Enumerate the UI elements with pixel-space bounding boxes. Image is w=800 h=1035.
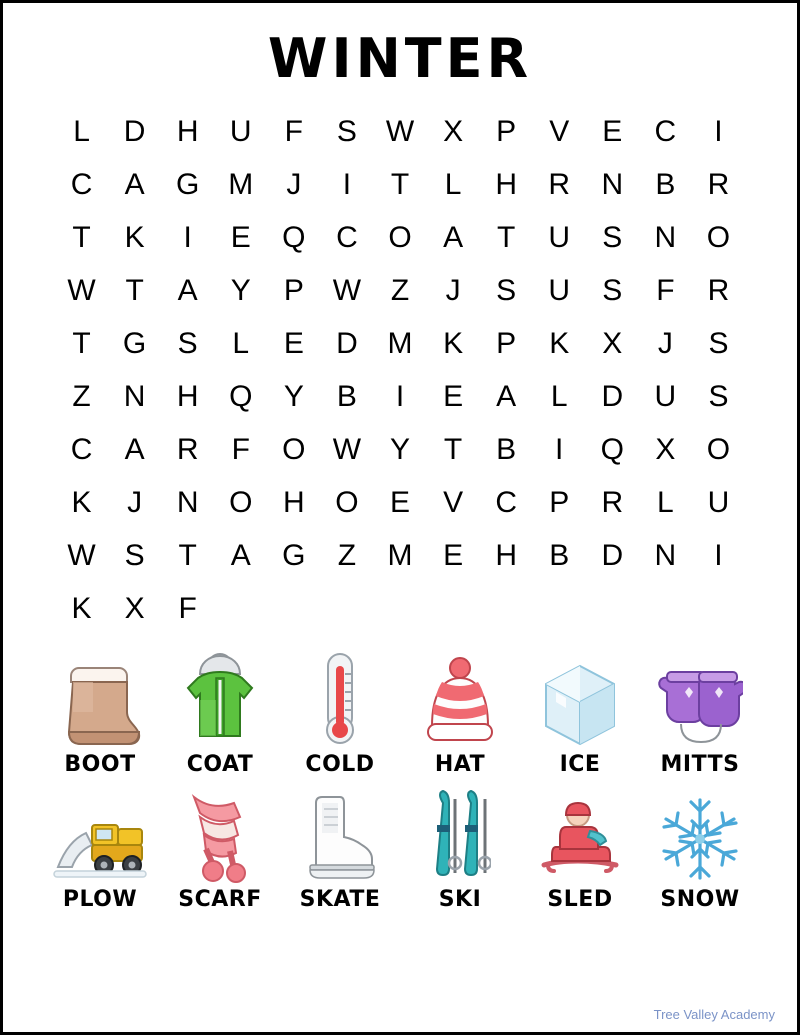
grid-letter: D: [601, 539, 624, 573]
grid-letter: X: [443, 115, 464, 149]
grid-letter: H: [495, 539, 517, 573]
grid-letter: S: [336, 115, 357, 149]
grid-letter: C: [336, 221, 358, 255]
grid-letter: N: [654, 539, 677, 573]
grid-letter: W: [332, 433, 362, 467]
word-label: PLOW: [62, 886, 138, 912]
grid-letter: R: [601, 486, 624, 520]
word-list: [40, 648, 760, 918]
grid-letter: J: [127, 486, 143, 520]
grid-letter: Z: [72, 380, 91, 414]
grid-letter: T: [125, 274, 144, 308]
grid-letter: V: [443, 486, 464, 520]
grid-letter: U: [707, 486, 730, 520]
credit-text: Tree Valley Academy: [653, 1007, 775, 1022]
grid-letter: N: [123, 380, 146, 414]
grid-letter: C: [70, 168, 93, 202]
grid-letter: T: [443, 433, 463, 467]
grid-letter: T: [72, 327, 91, 361]
grid-letter: V: [549, 115, 570, 149]
word-label: SKI: [438, 886, 482, 912]
grid-letter: H: [176, 115, 199, 149]
grid-letter: G: [282, 539, 306, 573]
grid-letter: A: [177, 274, 198, 308]
grid-letter: O: [282, 433, 306, 467]
grid-letter: U: [548, 274, 571, 308]
grid-letter: U: [548, 221, 571, 255]
word-label: SNOW: [660, 886, 740, 912]
grid-letter: H: [283, 486, 305, 520]
grid-letter: L: [444, 168, 462, 202]
grid-letter: A: [230, 539, 251, 573]
grid-letter: B: [496, 433, 517, 467]
grid-letter: D: [601, 380, 624, 414]
grid-letter: C: [654, 115, 677, 149]
word-label: MITTS: [660, 751, 740, 777]
grid-letter: E: [443, 539, 464, 573]
grid-letter: S: [496, 274, 517, 308]
grid-letter: N: [601, 168, 624, 202]
grid-letter: X: [655, 433, 676, 467]
word-item: [520, 648, 640, 777]
grid-letter: X: [602, 327, 623, 361]
word-row: [40, 648, 760, 777]
grid-letter: H: [176, 380, 199, 414]
grid-letter: U: [654, 380, 677, 414]
grid-letter: I: [183, 221, 192, 255]
grid-letter: N: [654, 221, 677, 255]
ice-cube-icon: [530, 648, 630, 748]
grid-letter: J: [286, 168, 302, 202]
grid-letter: Z: [337, 539, 357, 573]
word-label: SLED: [547, 886, 613, 912]
ice-skate-icon: [290, 783, 390, 883]
grid-letter: S: [708, 327, 729, 361]
word-label: SKATE: [299, 886, 381, 912]
grid-letter: A: [124, 433, 145, 467]
grid-letter: R: [548, 168, 571, 202]
grid-letter: Q: [229, 380, 253, 414]
coat-icon: [170, 648, 270, 748]
grid-letter: I: [395, 380, 405, 414]
word-label: COLD: [305, 751, 375, 777]
grid-letter: H: [495, 168, 517, 202]
grid-letter: R: [707, 168, 730, 202]
grid-letter: C: [495, 486, 517, 520]
grid-letter: Q: [282, 221, 306, 255]
grid-letter: P: [283, 274, 304, 308]
grid-letter: F: [178, 592, 197, 626]
grid-letter: Y: [389, 433, 410, 467]
grid-letter: L: [232, 327, 250, 361]
grid-letter: U: [229, 115, 252, 149]
grid-letter: R: [176, 433, 199, 467]
word-item: [280, 783, 400, 912]
grid-letter: M: [228, 168, 254, 202]
word-label: SCARF: [178, 886, 262, 912]
word-item: [280, 648, 400, 777]
grid-letter: I: [555, 433, 564, 467]
grid-letter: N: [176, 486, 199, 520]
page-title: WINTER: [267, 27, 533, 90]
grid-letter: A: [124, 168, 145, 202]
grid-letter: Z: [390, 274, 410, 308]
grid-letter: S: [602, 274, 623, 308]
thermometer-icon: [290, 648, 390, 748]
grid-letter: D: [123, 115, 146, 149]
grid-letter: S: [124, 539, 145, 573]
word-item: [640, 648, 760, 777]
grid-letter: Y: [230, 274, 251, 308]
word-item: [640, 783, 760, 912]
grid-letter: J: [657, 327, 673, 361]
grid-letter: R: [707, 274, 730, 308]
grid-letter: T: [72, 221, 91, 255]
grid-letter: B: [655, 168, 676, 202]
grid-letter: K: [549, 327, 570, 361]
word-item: [160, 648, 280, 777]
word-label: BOOT: [64, 751, 136, 777]
grid-letter: W: [385, 115, 415, 149]
grid-letter: W: [67, 539, 96, 573]
grid-letter: O: [706, 433, 731, 467]
grid-letter: P: [549, 486, 570, 520]
grid-letter: O: [388, 221, 412, 255]
grid-letter: Q: [600, 433, 624, 467]
snowflake-icon: [650, 783, 750, 883]
grid-letter: S: [602, 221, 623, 255]
grid-letter: L: [657, 486, 674, 520]
mittens-icon: [650, 648, 750, 748]
grid-letter: E: [443, 380, 464, 414]
grid-letter: G: [122, 327, 147, 361]
grid-letter: K: [124, 221, 145, 255]
grid-letter: C: [70, 433, 93, 467]
word-item: [520, 783, 640, 912]
grid-letter: D: [336, 327, 358, 361]
grid-letter: S: [177, 327, 198, 361]
word-item: [40, 783, 160, 912]
grid-letter: F: [231, 433, 250, 467]
grid-letter: K: [443, 327, 464, 361]
grid-letter: T: [390, 168, 410, 202]
word-label: HAT: [434, 751, 486, 777]
grid-letter: T: [178, 539, 197, 573]
grid-letter: E: [230, 221, 251, 255]
word-label: COAT: [186, 751, 254, 777]
grid-letter: W: [67, 274, 96, 308]
grid-letter: K: [71, 486, 92, 520]
grid-letter: A: [443, 221, 464, 255]
grid-letter: E: [602, 115, 623, 149]
grid-letter: E: [283, 327, 304, 361]
word-search-grid: [55, 106, 745, 636]
grid-letter: M: [387, 539, 413, 573]
grid-letter: Y: [283, 380, 304, 414]
grid-letter: I: [714, 539, 723, 573]
skis-icon: [410, 783, 510, 883]
word-row: [40, 783, 760, 912]
word-item: [40, 648, 160, 777]
snowplow-icon: [50, 783, 150, 883]
grid-letter: B: [336, 380, 357, 414]
grid-letter: S: [708, 380, 729, 414]
grid-letter: E: [389, 486, 410, 520]
word-label: ICE: [559, 751, 601, 777]
grid-letter: I: [342, 168, 352, 202]
grid-letter: O: [335, 486, 359, 520]
grid-letter: G: [176, 168, 200, 202]
grid-letter: B: [549, 539, 570, 573]
word-item: [400, 783, 520, 912]
grid-letter: X: [124, 592, 145, 626]
word-item: [400, 648, 520, 777]
grid-letter: I: [714, 115, 723, 149]
grid-letter: L: [550, 380, 568, 414]
grid-letter: W: [332, 274, 362, 308]
grid-letter: J: [445, 274, 461, 308]
grid-letter: F: [284, 115, 303, 149]
word-item: [160, 783, 280, 912]
grid-letter: L: [73, 115, 90, 149]
grid-letter: M: [387, 327, 413, 361]
hat-icon: [410, 648, 510, 748]
grid-letter: O: [706, 221, 731, 255]
boot-icon: [50, 648, 150, 748]
scarf-icon: [170, 783, 270, 883]
sled-icon: [530, 783, 630, 883]
grid-letter: K: [71, 592, 92, 626]
grid-letter: P: [496, 115, 517, 149]
grid-letter: A: [496, 380, 517, 414]
grid-letter: P: [496, 327, 517, 361]
grid-letter: T: [496, 221, 516, 255]
grid-letter: O: [229, 486, 253, 520]
grid-letter: F: [656, 274, 675, 308]
